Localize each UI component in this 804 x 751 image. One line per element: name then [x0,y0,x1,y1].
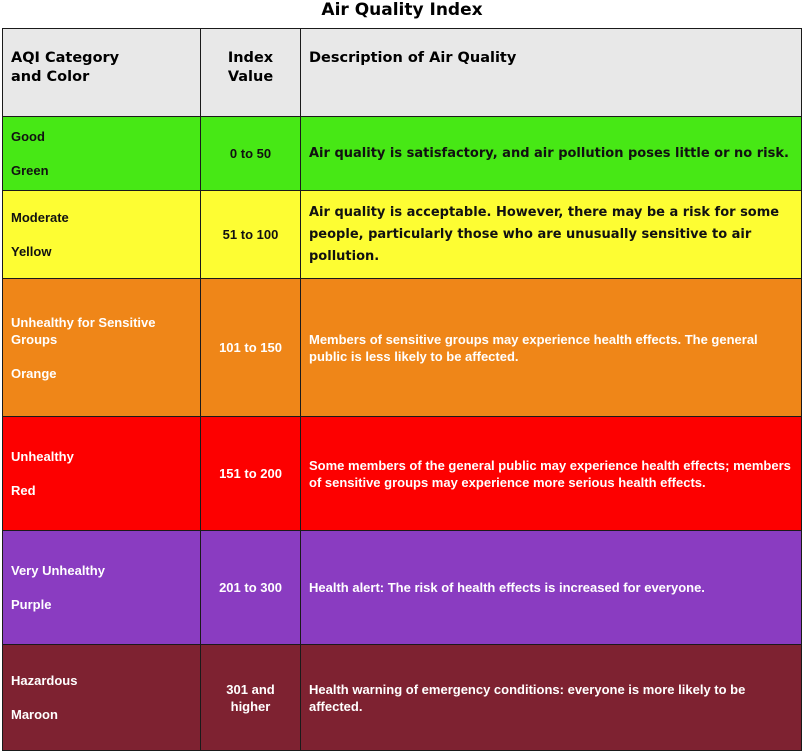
index-value-cell: 301 and higher [201,645,301,751]
category-name: Moderate [11,210,69,225]
header-description: Description of Air Quality [301,29,802,117]
description-cell: Air quality is satisfactory, and air pollution poses little or no risk. [301,117,802,191]
table-row-unhealthy-sensitive [3,279,802,417]
description-cell: Health alert: The risk of health effects is increased for everyone. [301,531,802,645]
description-cell: Health warning of emergency conditions: everyone is more likely to be affected. [301,645,802,751]
category-name: Unhealthy [11,449,74,464]
category-cell [3,117,201,191]
category-color-name: Maroon [11,707,58,722]
page-title: Air Quality Index [321,0,483,20]
table-header-row [3,29,802,117]
description-cell: Members of sensitive groups may experience health effects. The general public is less likely to be affected. [301,279,802,417]
index-value-cell: 51 to 100 [201,191,301,279]
category-cell [3,279,201,417]
index-value-cell: 151 to 200 [201,417,301,531]
table-row-good [3,117,802,191]
category-color-name: Purple [11,597,52,612]
category-name: Very Unhealthy [11,563,105,578]
category-cell [3,417,201,531]
category-color-name: Orange [11,365,57,381]
table-row-moderate [3,191,802,279]
description-cell: Air quality is acceptable. However, there may be a risk for some people, particularly those who are unusually sensitive to air pollution. [301,191,802,279]
index-value-cell: 201 to 300 [201,531,301,645]
header-category: AQI Category and Color [3,29,201,117]
table-row-unhealthy [3,417,802,531]
category-name: Unhealthy for Sensitive Groups [11,314,156,347]
description-cell: Some members of the general public may experience health effects; members of sensitive groups may experience more serious health effects. [301,417,802,531]
header-index-value: Index Value [201,29,301,117]
category-cell [3,531,201,645]
category-name: Good [11,129,45,144]
index-value-cell: 101 to 150 [201,279,301,417]
index-value-cell: 0 to 50 [201,117,301,191]
category-color-name: Green [11,163,49,178]
table-row-very-unhealthy [3,531,802,645]
category-name: Hazardous [11,673,78,688]
aqi-table [2,28,802,751]
category-color-name: Yellow [11,244,52,259]
category-cell [3,645,201,751]
category-color-name: Red [11,483,36,498]
category-cell [3,191,201,279]
table-row-hazardous [3,645,802,751]
